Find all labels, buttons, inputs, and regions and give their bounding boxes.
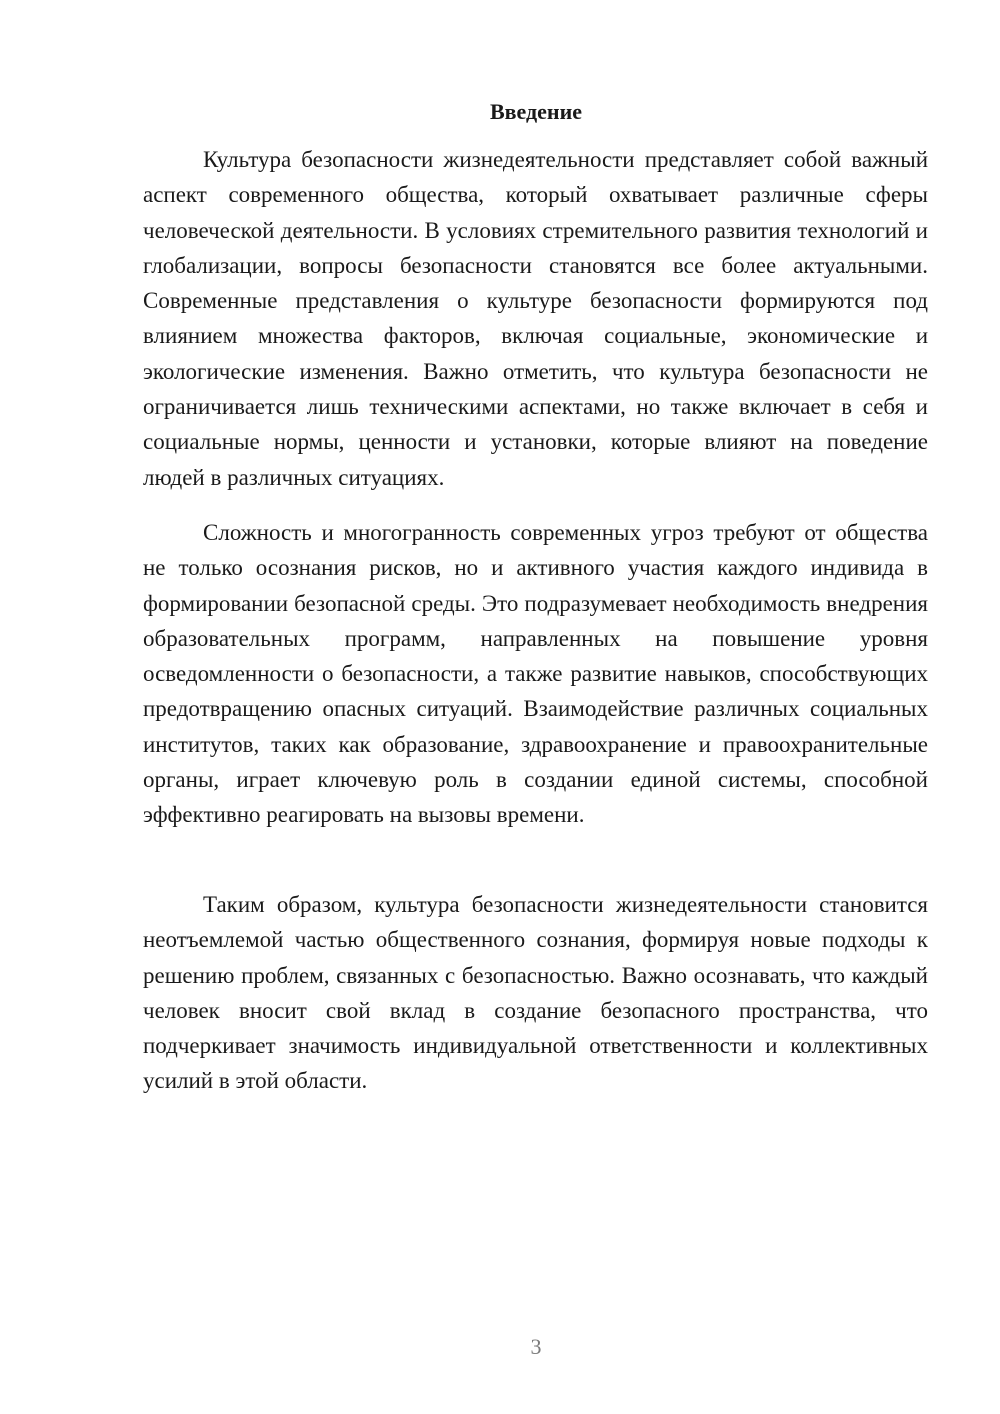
paragraph-1: Культура безопасности жизнедеятельности представляет собой важный аспект современного общества, который охватывает различные сферы человеческой деятельности. В условиях стремительного развития технологий и глобализации, вопросы безопасности становятся все более актуальными. Современные представления о культуре безопасности формируются под влиянием множества факторов, включая социальные, экономические и экологические изменения. Важно отметить, что культура безопасности не ограничивается лишь техническими аспектами, но также включает в себя и социальные нормы, ценности и установки, которые влияют на поведение людей в различных ситуациях. [143,147,928,490]
page-number: 3 [530,1334,542,1359]
paragraph-2: Сложность и многогранность современных угроз требуют от общества не только осознания рисков, но и активного участия каждого индивида в формировании безопасной среды. Это подразумевает необходимость внедрения образовательных программ, направленных на повышение уровня осведомленности о безопасности, а также развитие навыков, способствующих предотвращению опасных ситуаций. Взаимодействие различных социальных институтов, таких как образование, здравоохранение и правоохранительные органы, играет ключевую роль в создании единой системы, способной эффективно реагировать на вызовы времени. [143,520,928,828]
section-heading: Введение [489,99,583,124]
paragraph-3: Таким образом, культура безопасности жизнедеятельности становится неотъемлемой частью общественного сознания, формируя новые подходы к решению проблем, связанных с безопасностью. Важно осознавать, что каждый человек вносит свой вклад в создание безопасного пространства, что подчеркивает значимость индивидуальной ответственности и коллективных усилий в этой области. [143,892,928,1094]
